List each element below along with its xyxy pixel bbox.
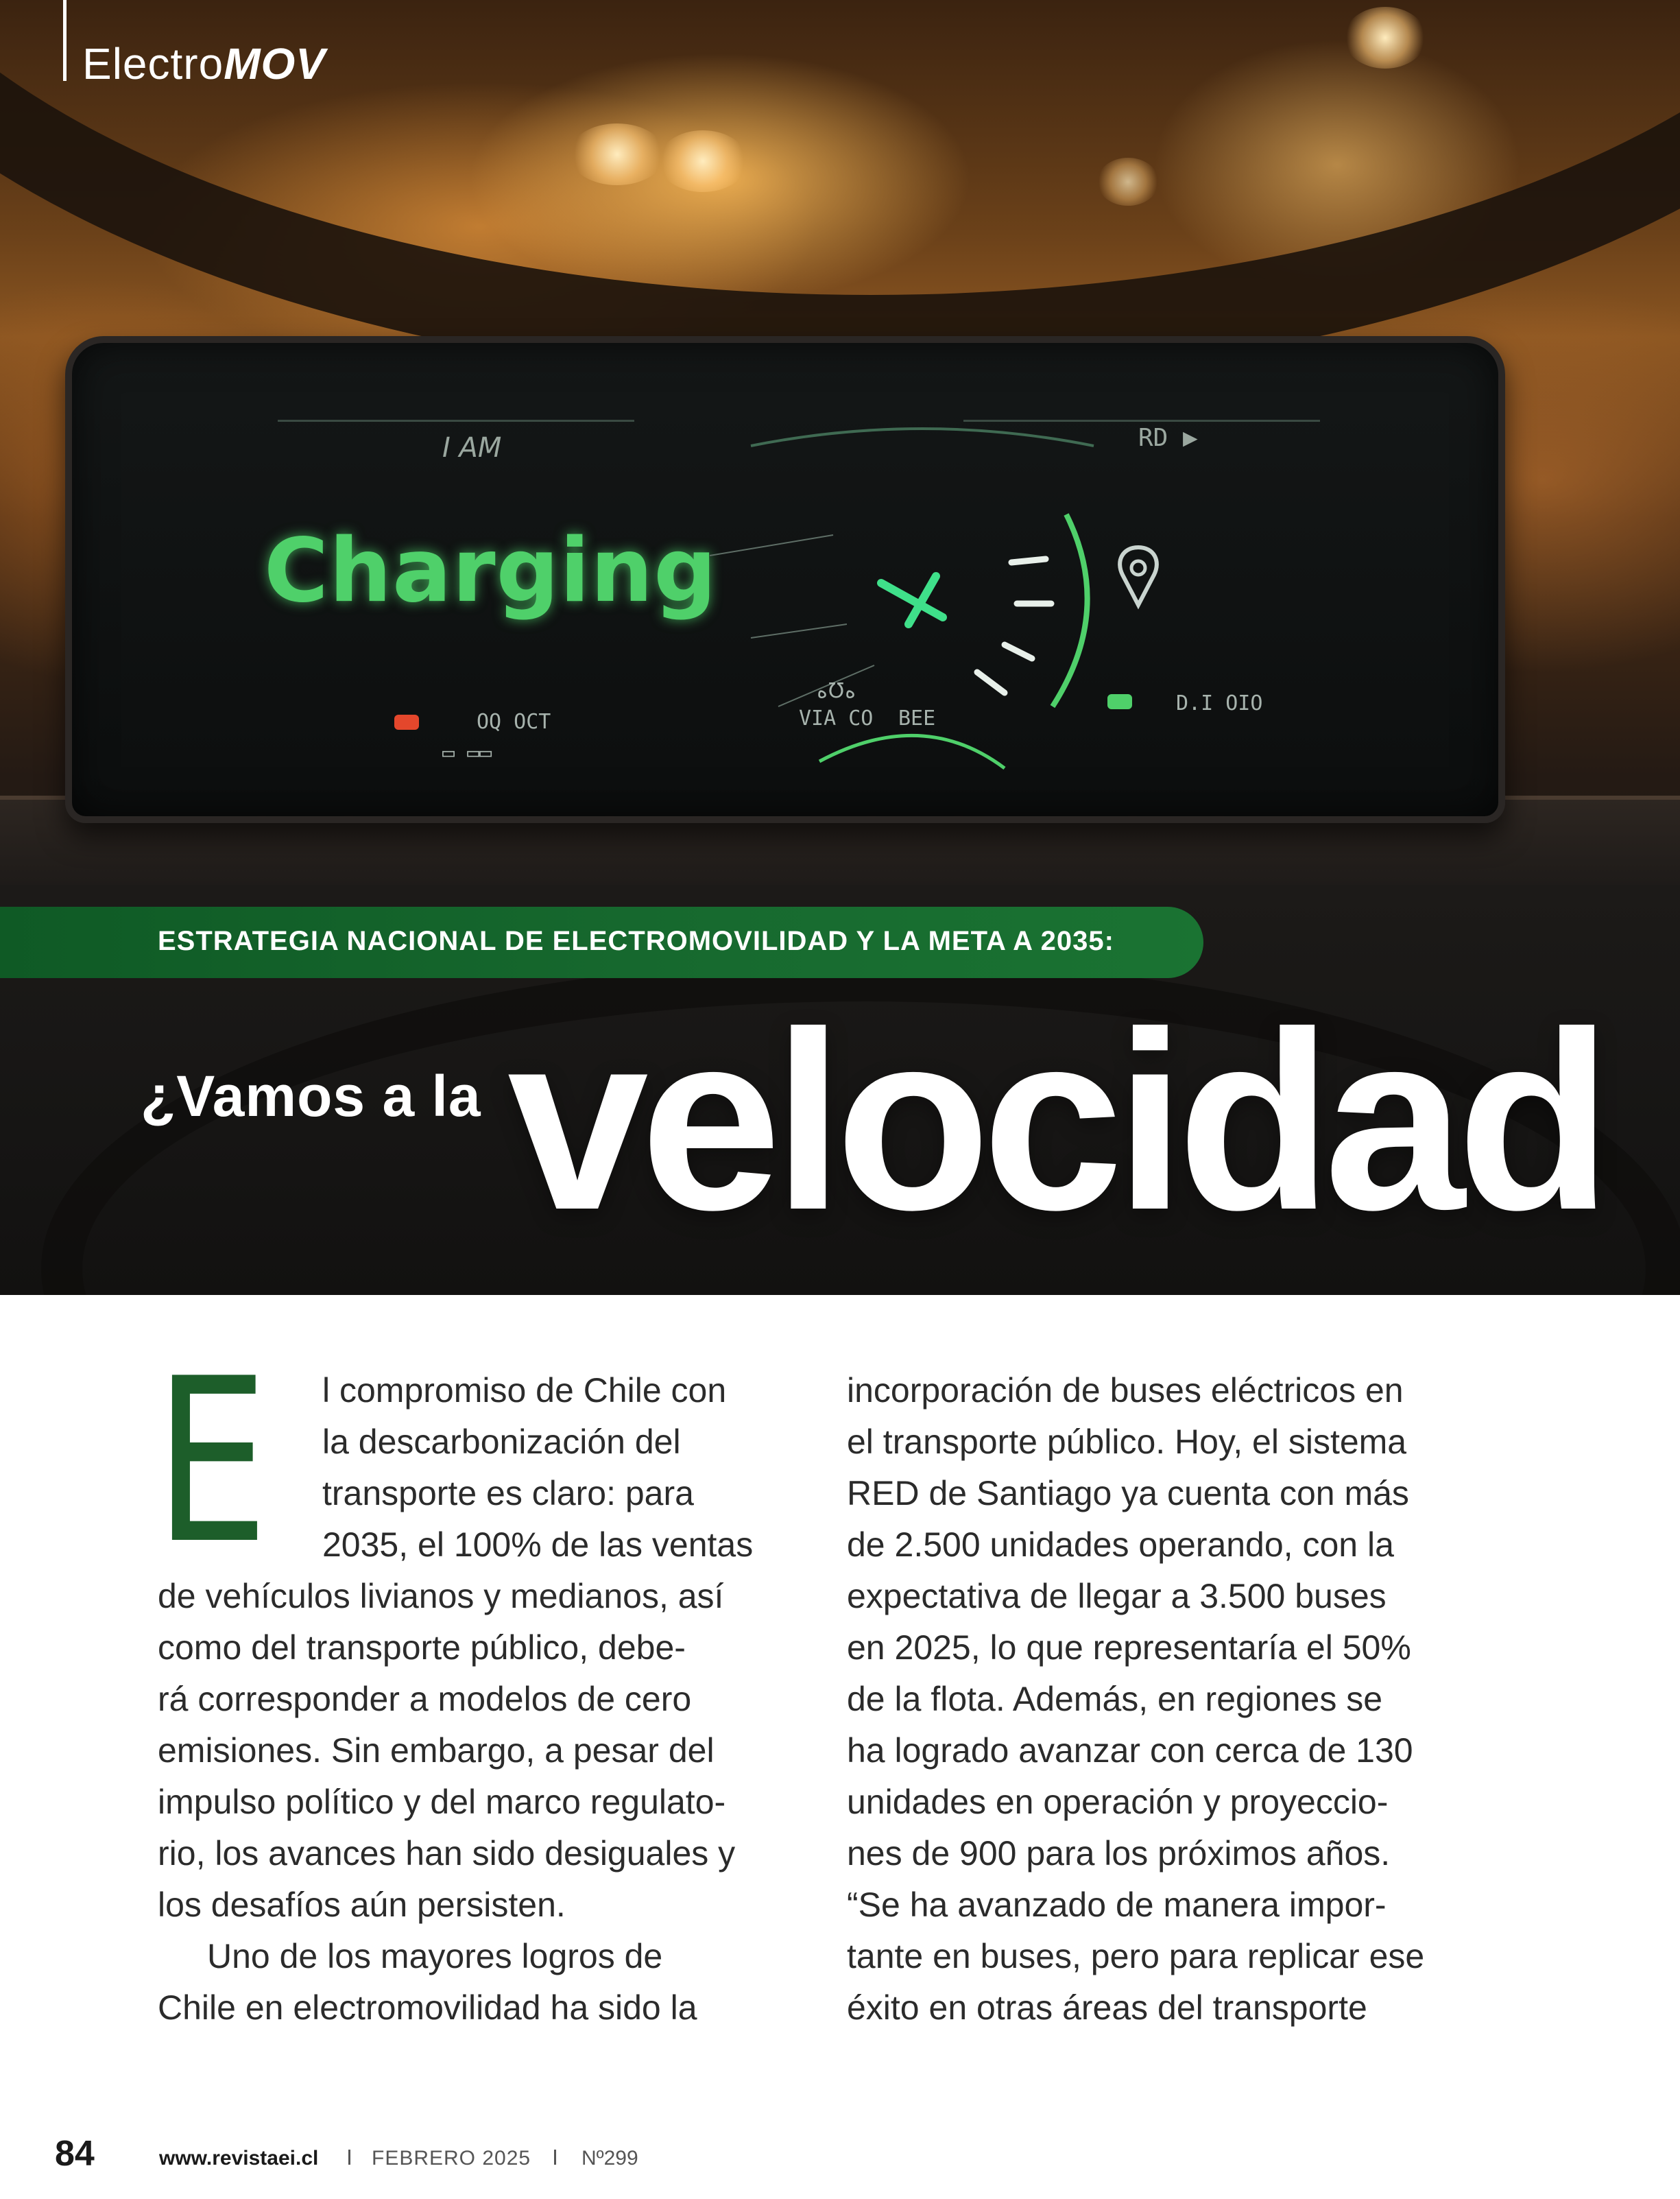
footer-date: FEBRERO 2025 [372, 2147, 531, 2170]
article-column-left [154, 1330, 802, 2034]
drop-cap: E [154, 1330, 269, 1593]
opening-paragraph [154, 1330, 802, 1931]
text-line: tante en buses, pero para replicar ese [847, 1937, 1425, 1975]
text-line: unidades en operación y proyeccio- [847, 1783, 1389, 1821]
text-line: 2035, el 100% de las ventas [322, 1525, 754, 1564]
brand-light-text: Electro [82, 39, 224, 88]
section-brand [82, 38, 326, 89]
screen-readout: ▭ ▭▭ [442, 741, 492, 765]
text-line: rio, los avances han sido desiguales y [158, 1834, 736, 1873]
text-line: Chile en electromovilidad ha sido la [158, 1988, 697, 2027]
charging-status-text: Charging [264, 520, 717, 622]
article-title: velocidad [507, 979, 1604, 1263]
text-line: “Se ha avanzado de manera impor- [847, 1886, 1387, 1924]
text-line: incorporación de buses eléctricos en [847, 1371, 1404, 1410]
text-line: RED de Santiago ya cuenta con más [847, 1474, 1409, 1512]
article-kicker: ESTRATEGIA NACIONAL DE ELECTROMOVILIDAD Y LA META A 2035: [0, 907, 1203, 978]
text-line: transporte es claro: para [322, 1474, 694, 1512]
text-line: de la flota. Además, en regiones se [847, 1680, 1383, 1718]
charging-gauge [710, 418, 1135, 803]
screen-top-right-readout: RD ▶ [1138, 424, 1198, 452]
brand-bold-text: MOV [224, 39, 326, 88]
text-line: como del transporte público, debe- [158, 1628, 686, 1667]
text-line: expectativa de llegar a 3.500 buses [847, 1577, 1387, 1615]
text-line: ha logrado avanzar con cerca de 130 [847, 1731, 1413, 1770]
text-line: emisiones. Sin embargo, a pesar del [158, 1731, 715, 1770]
text-line: de vehículos livianos y medianos, así [158, 1577, 724, 1615]
text-line: el transporte público. Hoy, el sistema [847, 1423, 1407, 1461]
second-paragraph [158, 1931, 802, 2034]
status-led-green [1107, 694, 1132, 709]
screen-divider [278, 420, 634, 422]
text-line: Uno de los mayores logros de [207, 1937, 663, 1975]
text-line: en 2025, lo que representaría el 50% [847, 1628, 1411, 1667]
footer-url: www.revistaei.cl [159, 2147, 319, 2170]
text-line: rá corresponder a modelos de cero [158, 1680, 692, 1718]
footer-issue: Nº299 [581, 2147, 638, 2170]
status-led-red [394, 715, 419, 730]
text-line: éxito en otras áreas del transporte [847, 1988, 1367, 2027]
footer-divider [348, 2150, 350, 2165]
text-line: nes de 900 para los próximos años. [847, 1834, 1391, 1873]
text-line: la descarbonización del [322, 1423, 681, 1461]
screen-readout: ﻩ℧ﻩ [816, 679, 857, 703]
text-line: los desafíos aún persisten. [158, 1886, 566, 1924]
location-pin-icon [1107, 542, 1169, 617]
screen-readout: OQ OCT [477, 710, 551, 734]
brand-divider [63, 0, 67, 81]
screen-readout: D.I OIO [1176, 691, 1263, 715]
text-line: impulso político y del marco regulato- [158, 1783, 726, 1821]
title-prefix: ¿Vamos a la [141, 1064, 481, 1128]
page-number: 84 [55, 2134, 95, 2174]
footer-divider [554, 2150, 556, 2165]
text-line: l compromiso de Chile con [322, 1371, 727, 1410]
screen-readout: VIA CO [799, 706, 874, 730]
dashboard-screen [65, 336, 1505, 823]
text-line: de 2.500 unidades operando, con la [847, 1525, 1394, 1564]
screen-time-readout: I AM [442, 432, 502, 464]
article-column-right [847, 1365, 1491, 2034]
screen-readout: BEE [898, 706, 936, 730]
